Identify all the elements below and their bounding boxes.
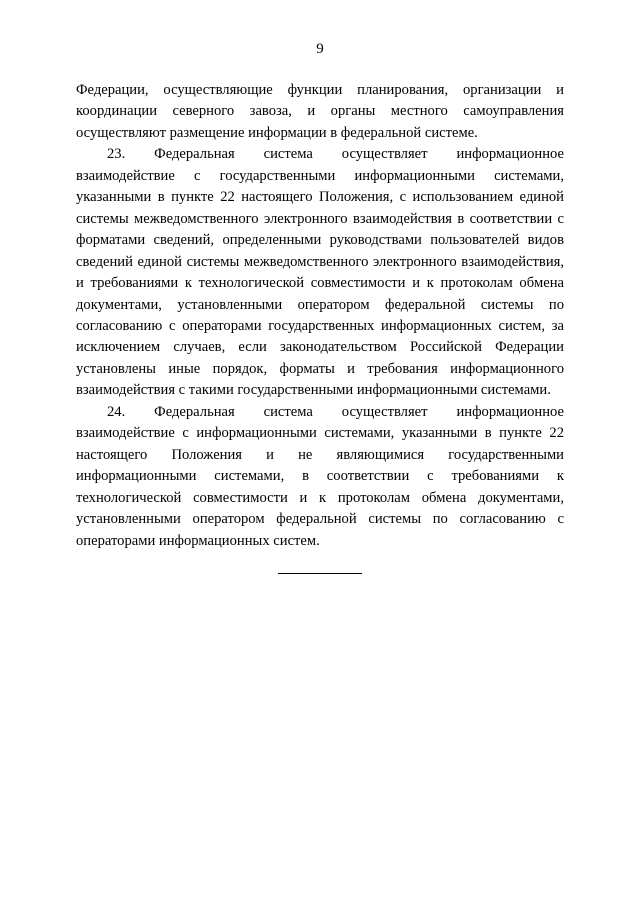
paragraph-24: 24. Федеральная система осуществляет информационное взаимодействие с информационными системами, указанными в пункте 22 настоящего Положения и не являющимися государственными информационными системами, в соответствии с требованиями к технологической совместимости и к протоколам обмена документами, установленными оператором федеральной системы по согласованию с операторами информационных систем. — [76, 403, 564, 549]
end-of-text-divider — [278, 573, 362, 574]
paragraph-continuation: Федерации, осуществляющие функции планирования, организации и координации северного завоза, и органы местного самоуправления осуществляют размещение информации в федеральной системе. — [76, 82, 564, 141]
paragraph-23: 23. Федеральная система осуществляет информационное взаимодействие с государственными информационными системами, указанными в пункте 22 настоящего Положения, с использованием единой системы межведомственного электронного взаимодействия в соответствии с форматами сведений, определенными руководствами пользователей видов сведений единой системы межведомственного электронного взаимодействия, и требованиями к технологической совместимости и к протоколам обмена документами, установленными оператором федеральной системы по согласованию с операторами государственных информационных систем, за исключением случаев, если законодательством Российской Федерации установлены иные порядок, форматы и требования информационного взаимодействия с такими государственными информационными системами. — [76, 146, 564, 399]
page-number: 9 — [316, 41, 324, 57]
document-body — [76, 80, 564, 552]
